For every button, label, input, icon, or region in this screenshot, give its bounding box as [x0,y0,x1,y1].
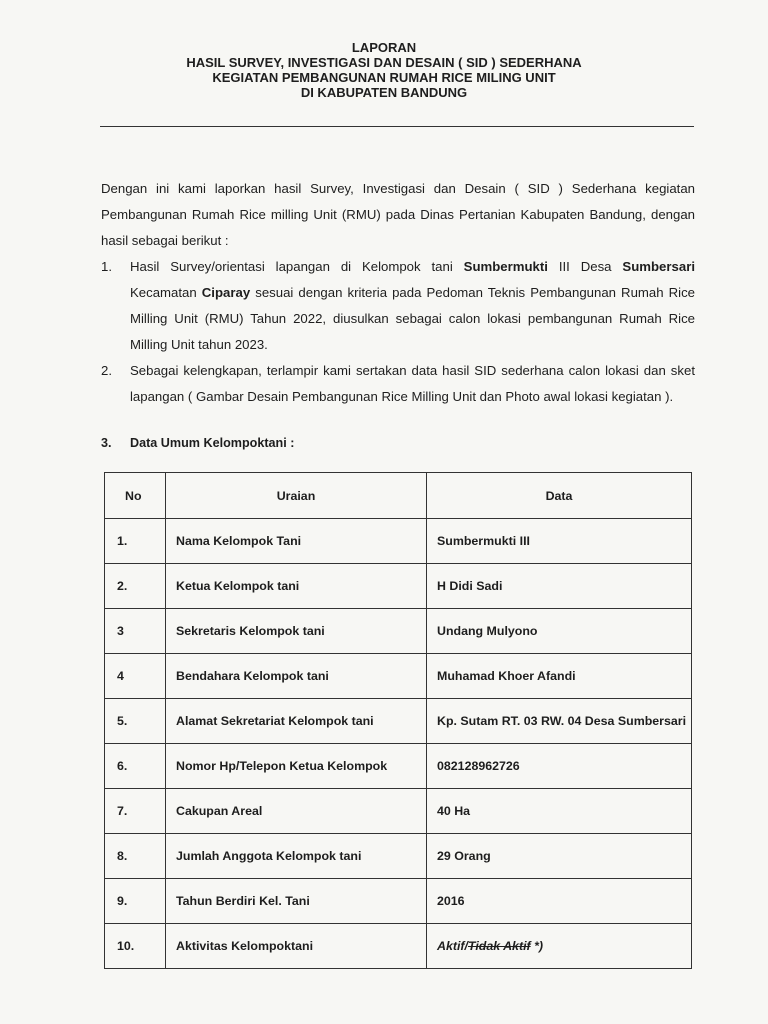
table-row [105,744,692,789]
row-data: Sumbermukti III [427,519,692,564]
row-number: 3 [105,609,166,654]
row-uraian: Ketua Kelompok tani [166,564,427,609]
row-data: H Didi Sadi [427,564,692,609]
intro-paragraph: Dengan ini kami laporkan hasil Survey, Investigasi dan Desain ( SID ) Sederhana kegiatan Pembangunan Rumah Rice milling Unit (RMU) pada Dinas Pertanian Kabupaten Bandung, dengan hasil sebagai berikut : [101,181,695,248]
row-number: 7. [105,789,166,834]
table-row [105,924,692,969]
section-3-heading: 3. Data Umum Kelompoktani : [101,436,295,450]
row-data: Kp. Sutam RT. 03 RW. 04 Desa Sumbersari [427,699,692,744]
row-number: 8. [105,834,166,879]
row-number: 1. [105,519,166,564]
row-number: 9. [105,879,166,924]
list-item-text: Sebagai kelengkapan, terlampir kami sertakan data hasil SID sederhana calon lokasi dan sket lapangan ( Gambar Desain Pembangunan Rice Milling Unit dan Photo awal lokasi kegiatan ). [130,363,695,404]
report-subtitle: HASIL SURVEY, INVESTIGASI DAN DESAIN ( SID ) SEDERHANA [186,55,582,70]
table-row [105,699,692,744]
row-uraian: Bendahara Kelompok tani [166,654,427,699]
row-data: Aktif/Tidak Aktif *) [427,924,692,969]
row-uraian: Jumlah Anggota Kelompok tani [166,834,427,879]
table-row [105,789,692,834]
list-item-text: Hasil Survey/orientasi lapangan di Kelompok tani Sumbermukti III Desa Sumbersari Kecamatan Ciparay sesuai dengan kriteria pada Pedoman Teknis Pembangunan Rumah Rice Milling Unit (RMU) Tahun 2022, diusulkan sebagai calon lokasi pembangunan Rumah Rice Milling Unit tahun 2023. [130,259,695,352]
report-header [0,40,768,100]
row-uraian: Cakupan Areal [166,789,427,834]
group-data-table [104,472,692,969]
row-number: 4 [105,654,166,699]
row-number: 5. [105,699,166,744]
row-uraian: Sekretaris Kelompok tani [166,609,427,654]
row-data: 29 Orang [427,834,692,879]
row-data: 2016 [427,879,692,924]
list-item-number: 1. [101,259,112,274]
row-uraian: Nomor Hp/Telepon Ketua Kelompok [166,744,427,789]
table-row [105,519,692,564]
row-number: 2. [105,564,166,609]
row-uraian: Nama Kelompok Tani [166,519,427,564]
row-data: Undang Mulyono [427,609,692,654]
table-row [105,879,692,924]
row-data: 082128962726 [427,744,692,789]
table-header-row [105,473,692,519]
table-row [105,564,692,609]
table-row [105,834,692,879]
list-item-1 [101,254,695,358]
header-divider [100,126,694,127]
row-uraian: Aktivitas Kelompoktani [166,924,427,969]
list-item-2 [101,358,695,410]
row-data: Muhamad Khoer Afandi [427,654,692,699]
row-number: 10. [105,924,166,969]
column-header-uraian: Uraian [166,473,427,519]
row-data: 40 Ha [427,789,692,834]
row-number: 6. [105,744,166,789]
column-header-no: No [105,473,166,519]
table-row [105,654,692,699]
row-uraian: Tahun Berdiri Kel. Tani [166,879,427,924]
report-activity: KEGIATAN PEMBANGUNAN RUMAH RICE MILING UNIT [212,70,556,85]
list-item-number: 2. [101,363,112,378]
column-header-data: Data [427,473,692,519]
row-uraian: Alamat Sekretariat Kelompok tani [166,699,427,744]
report-location: DI KABUPATEN BANDUNG [300,85,468,100]
report-title: LAPORAN [351,40,417,55]
table-row [105,609,692,654]
